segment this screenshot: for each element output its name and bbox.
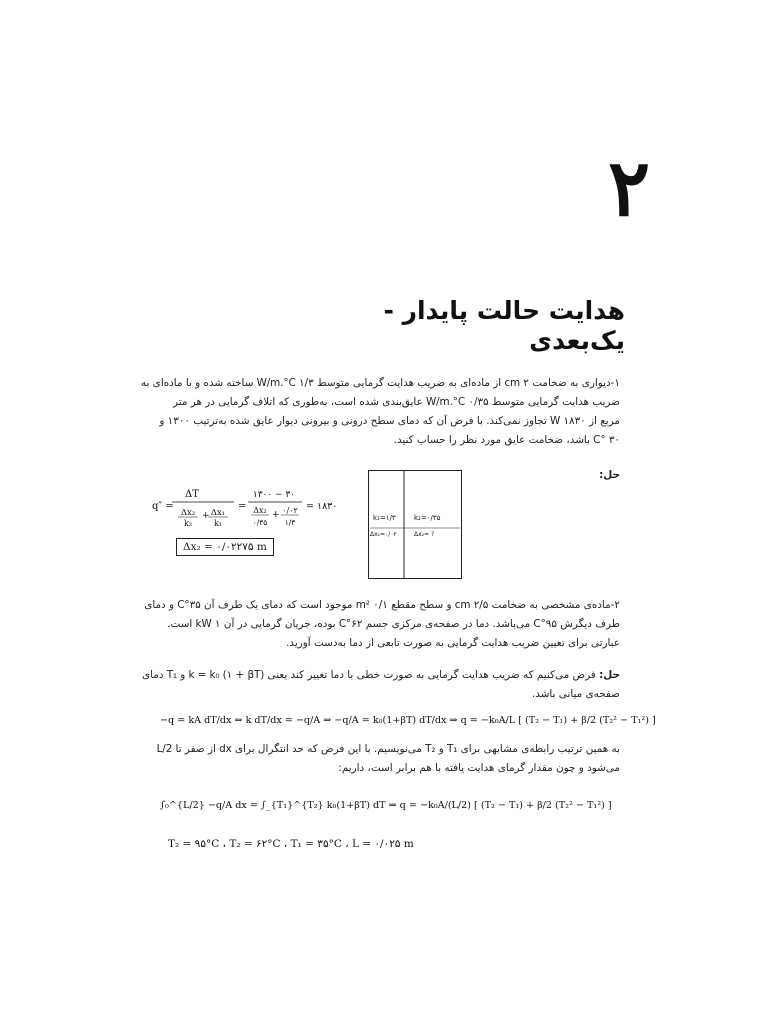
dx2-label: Δx₂= ?	[414, 531, 435, 538]
solution-2-intro	[141, 666, 620, 704]
problem-2-text	[144, 596, 620, 653]
dx1-label: Δx₁=۰/۰۲	[370, 531, 397, 538]
solution-2-line: می‌شود و چون مقدار گرمای هدایت یافته با هم برابر است، داریم:	[338, 762, 620, 774]
problem-1-line: ضریب هدایت گرمایی متوسط ۰/۳۵ W/m.°C عایق‌بندی شده است، به‌طوری که اتلاف گرمایی در هر متر	[172, 396, 620, 408]
svg-text:+: +	[202, 511, 210, 521]
eq-frac1-den-a: Δx₂	[180, 508, 196, 518]
heat-flux-equation	[150, 485, 350, 535]
wall-outline	[369, 471, 462, 579]
eq-frac1-num: ΔT	[185, 489, 199, 500]
solution-2-line: به همین ترتیب رابطه‌ی مشابهی برای T₁ و T₂ می‌نویسیم. با این فرض که حد انتگرال برای dx از صفر تا L/2	[156, 743, 620, 755]
svg-text:+: +	[272, 510, 280, 520]
solution-2-line	[141, 666, 620, 685]
integral-equation: ∫₀^{L/2} −q/A dx = ∫_{T₁}^{T₂} k₀(1+βT) dT ⇒ q = −k₀A/(L/2) [ (T₂ − T₁) + β/2 (T₂² − T₁²) ]	[160, 800, 612, 811]
solution-label: حل:	[599, 469, 620, 481]
eq-frac2-num: ۱۳۰۰ − ۳۰	[252, 490, 296, 500]
eq-q-lhs: q″ =	[152, 501, 174, 512]
eq-frac1-den-a-k: k₂	[183, 519, 193, 528]
problem-1-line: ۱-دیواری به ضخامت ۲ cm از ماده‌ای به ضریب هدایت گرمایی متوسط ۱/۳ W/m.°C ساخته شده و با ماده‌ای به	[140, 377, 620, 389]
solution-2-continuation	[156, 740, 620, 778]
solution-2-label: حل:	[599, 669, 620, 681]
problem-1-text	[140, 374, 620, 450]
problem-1-line: مربع از ۱۸۳۰ W تجاوز نمی‌کند. با فرض آن که دمای سطح درونی و بیرونی دیوار عایق شده به‌ترتیب ۱۳۰۰ و	[159, 415, 620, 427]
problem-1-line: ۳۰ °C باشد، ضخامت عایق مورد نظر را حساب کنید.	[393, 434, 620, 446]
eq-frac2-den-a: Δx₂	[253, 506, 267, 515]
composite-wall-diagram	[368, 470, 462, 579]
solution-2-line-text: فرض می‌کنیم که ضریب هدایت گرمایی به صورت خطی با دما تغییر کند یعنی k = k₀ (۱ + βT) و T₁ دمای	[141, 669, 596, 681]
eq-frac2-den-a-k: ۰/۳۵	[252, 518, 268, 527]
given-values: T₂ = ۹۵°C ، T₂ = ۶۲°C ، T₁ = ۳۵°C ، L = ۰/۰۲۵ m	[168, 838, 414, 850]
problem-2-line: ۲-ماده‌ی مشخصی به ضخامت ۲/۵ cm و سطح مقطع ۰/۱ m² موجود است که دمای یک طرف آن ۳۵°C و دمای	[144, 599, 620, 611]
k2-label: k₂=۰/۳۵	[414, 514, 441, 522]
answer-box: Δx₂ = ۰/۰۲۲۷۵ m	[176, 538, 274, 556]
k1-label: k₁=۱/۳	[373, 514, 396, 522]
chapter-title: هدایت حالت پایدار - یک‌بعدی	[383, 296, 625, 355]
eq-frac1-den-b: Δx₁	[210, 508, 226, 518]
problem-2-line: طرف دیگرش ۹۵°C می‌باشد. دما در صفحه‌ی مرکزی جسم ۶۲°C بوده، جریان گرمایی در آن ۱ kW است.	[167, 618, 620, 630]
eq-frac1-den-b-k: k₁	[213, 519, 223, 528]
eq-frac2-den-b-k: ۱/۳	[284, 518, 296, 527]
svg-text:=: =	[238, 501, 247, 512]
problem-2-line: عبارتی برای تعیین ضریب هدایت گرمایی به صورت تابعی از دما به‌دست آورید.	[286, 637, 620, 649]
conduction-equation-1: −q = kA dT/dx ⇒ k dT/dx = −q/A ⇒ −q/A = k₀(1+βT) dT/dx ⇒ q = −k₀A/L [ (T₂ − T₁) + β/2 (T₂² − T₁²) ]	[160, 715, 656, 726]
eq-result: = ۱۸۳۰	[306, 501, 338, 512]
eq-frac2-den-b: ۰/۰۲	[282, 506, 298, 515]
chapter-number: ۲	[608, 143, 650, 234]
solution-2-line: صفحه‌ی میانی باشد.	[531, 688, 620, 700]
